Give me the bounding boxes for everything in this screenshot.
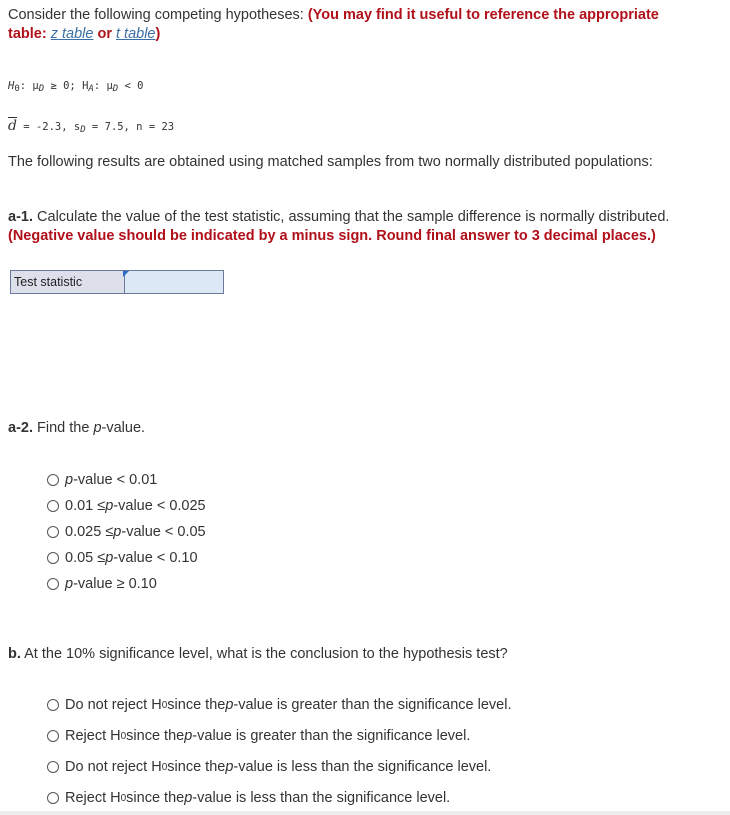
h0-sub: 0 [14,84,20,94]
conclusion-option-2[interactable] [47,725,511,747]
a1-note: (Negative value should be indicated by a minus sign. Round final answer to 3 decimal places.) [8,228,656,244]
test-statistic-label: Test statistic [11,271,125,293]
radio-icon[interactable] [47,552,59,564]
radio-icon[interactable] [47,578,59,590]
test-statistic-input[interactable] [125,271,223,293]
question-a2 [8,420,145,436]
option-post: -value < 0.025 [113,498,206,514]
a1-text: Calculate the value of the test statistic, assuming that the sample difference is normally distributed. [33,209,670,225]
question-a1 [8,208,726,246]
conclusion-option-4[interactable] [47,787,511,809]
option-post: -value is greater than the significance level. [233,697,512,713]
option-ital: p [184,728,193,744]
reference-note: (You may find it useful to reference the appropriate [307,7,659,23]
conclusion-option-1[interactable] [47,694,511,716]
option-mid: since the [167,697,226,713]
option-post: -value < 0.01 [73,472,158,488]
b-text: At the 10% significance level, what is the conclusion to the hypothesis test? [20,646,508,662]
radio-icon[interactable] [47,699,59,711]
b-label: b. [8,646,21,662]
input-flag-icon [123,271,129,277]
a2-text-suffix: -value. [101,420,146,436]
bottom-divider [0,811,730,815]
pvalue-options [47,469,206,595]
h0-rel: : μ [19,80,39,92]
sd-sub: D [80,125,86,135]
pvalue-option-4[interactable] [47,547,206,569]
option-sub: 0 [120,792,127,804]
test-statistic-table [10,270,224,294]
question-b [8,646,508,662]
h0-sub-d: D [38,84,45,94]
option-post: -value is less than the significance level. [233,759,492,775]
hypotheses [8,80,144,94]
option-post: -value is greater than the significance level. [192,728,471,744]
intro-paragraph [8,6,723,44]
option-pre: 0.025 ≤ [65,524,114,540]
radio-icon[interactable] [47,500,59,512]
option-sub: 0 [120,730,127,742]
ha-rel: : μ [93,80,113,92]
h0-symbol: H [8,80,15,92]
intro-text: Consider the following competing hypotheses: [8,7,308,23]
option-ital: p [65,576,74,592]
a1-label: a-1. [8,209,33,225]
option-mid: since the [167,759,226,775]
reference-table-word: table: [8,26,51,42]
sample-stats [8,118,174,135]
pvalue-option-3[interactable] [47,521,206,543]
option-ital: p [225,759,234,775]
option-pre: Do not reject H [65,697,162,713]
a2-text-prefix: Find the [33,420,94,436]
radio-icon[interactable] [47,474,59,486]
option-pre: Reject H [65,790,121,806]
option-sub: 0 [161,761,168,773]
a2-text-ital: p [93,420,102,436]
option-pre: 0.05 ≤ [65,550,106,566]
option-pre: Do not reject H [65,759,162,775]
pvalue-option-5[interactable] [47,573,206,595]
sd-value: = 7.5, n = 23 [85,121,175,133]
option-post: -value < 0.10 [113,550,198,566]
results-text: The following results are obtained using matched samples from two normally distributed populations: [8,154,653,170]
option-sub: 0 [161,699,168,711]
option-mid: since the [126,728,185,744]
option-ital: p [184,790,193,806]
pvalue-option-1[interactable] [47,469,206,491]
option-ital: p [65,472,74,488]
t-table-link[interactable]: t table [116,26,156,42]
a2-label: a-2. [8,420,33,436]
option-post: -value ≥ 0.10 [73,576,157,592]
option-pre: 0.01 ≤ [65,498,106,514]
dbar-symbol: $\overline{d}$ [8,118,17,134]
pvalue-option-2[interactable] [47,495,206,517]
h0-val: ≥ 0; H [44,80,89,92]
radio-icon[interactable] [47,761,59,773]
option-ital: p [105,550,114,566]
option-mid: since the [126,790,185,806]
option-ital: p [105,498,114,514]
option-pre: Reject H [65,728,121,744]
radio-icon[interactable] [47,730,59,742]
radio-icon[interactable] [47,792,59,804]
ha-val: < 0 [118,80,144,92]
option-post: -value < 0.05 [121,524,206,540]
option-ital: p [225,697,234,713]
close-paren: ) [155,26,161,42]
z-table-link[interactable]: z table [50,26,94,42]
radio-icon[interactable] [47,526,59,538]
or-word: or [93,26,116,42]
conclusion-options [47,694,511,809]
conclusion-option-3[interactable] [47,756,511,778]
ha-sub: A [88,84,94,94]
option-ital: p [113,524,122,540]
ha-sub-d: D [112,84,119,94]
option-post: -value is less than the significance level. [192,790,451,806]
dbar-value: = -2.3, s [16,121,81,133]
